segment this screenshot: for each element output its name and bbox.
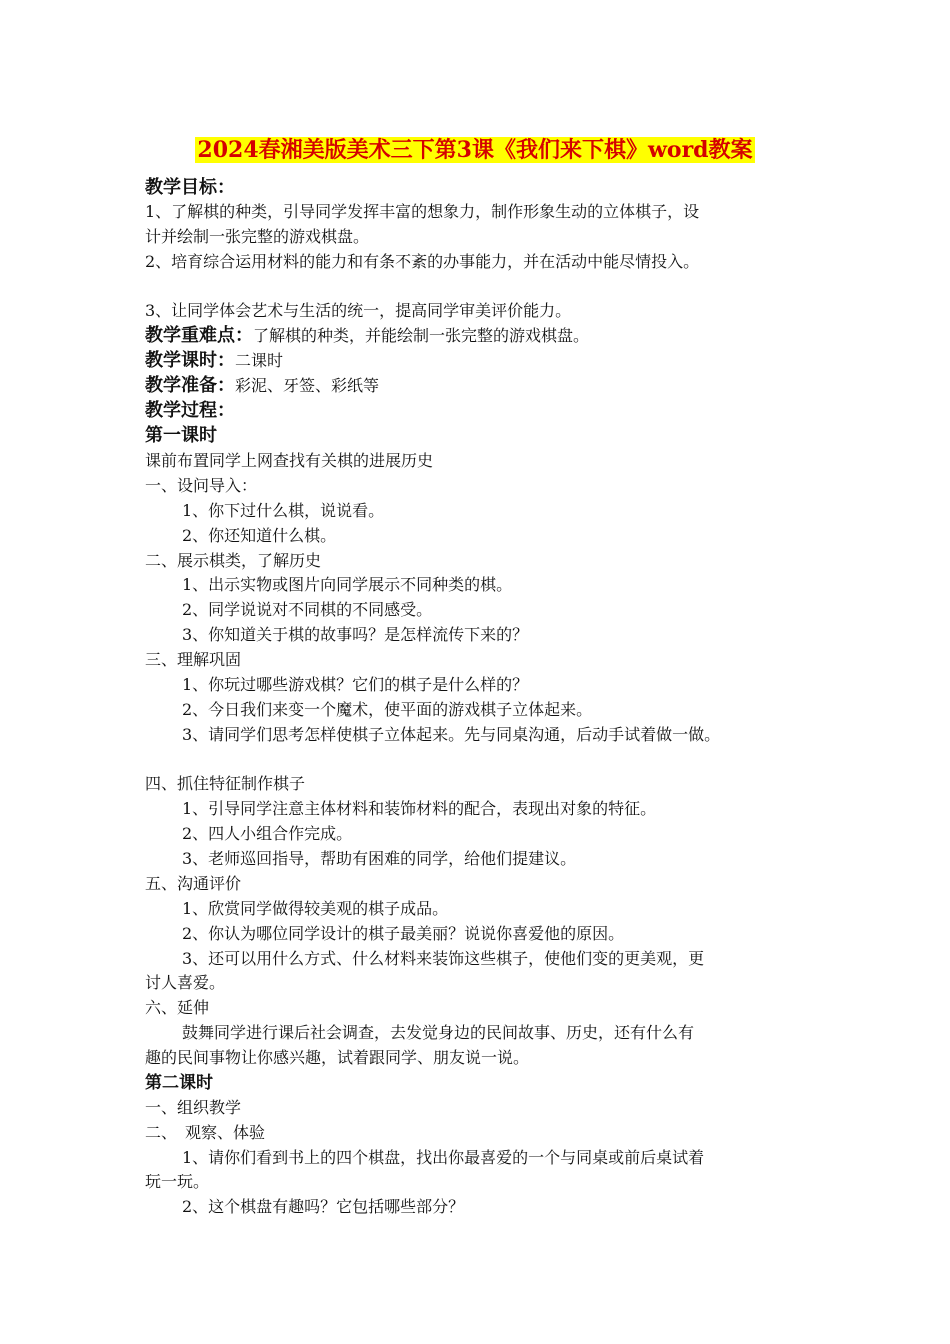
section-5-item-2: 2、你认为哪位同学设计的棋子最美丽？说说你喜爱他的原因。 xyxy=(182,924,625,943)
section-4-item-3: 3、老师巡回指导，帮助有困难的同学，给他们提建议。 xyxy=(182,849,577,868)
lesson-1-heading: 第一课时 xyxy=(145,425,217,446)
class-hours-row xyxy=(145,349,283,373)
section-4-heading: 四、抓住特征制作棋子 xyxy=(145,774,306,793)
preparation-text: 彩泥、牙签、彩纸等 xyxy=(235,376,380,395)
key-points-label: 教学重难点： xyxy=(145,325,253,346)
preparation-label: 教学准备： xyxy=(145,375,235,396)
section-1-item-2: 2、你还知道什么棋。 xyxy=(182,526,337,545)
lesson-2-item-2: 2、这个棋盘有趣吗？它包括哪些部分？ xyxy=(182,1197,465,1216)
class-hours-text: 二课时 xyxy=(235,351,284,370)
process-heading: 教学过程： xyxy=(145,400,235,421)
section-2-item-3: 3、你知道关于棋的故事吗？是怎样流传下来的？ xyxy=(182,625,529,644)
section-5-item-3-line-2: 讨人喜爱。 xyxy=(145,973,226,992)
section-6-text-line-1: 鼓舞同学进行课后社会调查，去发觉身边的民间故事、历史，还有什么有 xyxy=(182,1023,695,1042)
section-1-heading: 一、设问导入： xyxy=(145,476,258,495)
section-3-item-1: 1、你玩过哪些游戏棋？它们的棋子是什么样的？ xyxy=(182,675,529,694)
document-title: 2024春湘美版美术三下第3课《我们来下棋》word教案 xyxy=(197,137,753,163)
section-4-item-2: 2、四人小组合作完成。 xyxy=(182,824,353,843)
lesson-2-heading: 第二课时 xyxy=(145,1073,213,1093)
objective-2: 2、培育综合运用材料的能力和有条不紊的办事能力，并在活动中能尽情投入。 xyxy=(145,252,700,271)
section-3-item-3: 3、请同学们思考怎样使棋子立体起来。先与同桌沟通，后动手试着做一做。 xyxy=(182,725,721,744)
section-2-item-2: 2、同学说说对不同棋的不同感受。 xyxy=(182,600,433,619)
objectives-heading: 教学目标： xyxy=(145,177,235,198)
class-hours-label: 教学课时： xyxy=(145,350,235,371)
objective-3: 3、让同学体会艺术与生活的统一，提高同学审美评价能力。 xyxy=(145,301,572,320)
preparation-row xyxy=(145,374,379,398)
lesson-2-item-1-line-2: 玩一玩。 xyxy=(145,1172,210,1191)
key-points-row xyxy=(145,324,589,348)
objective-1-line-1: 1、了解棋的种类，引导同学发挥丰富的想象力，制作形象生动的立体棋子，设 xyxy=(145,202,700,221)
lesson-2-section-1: 一、组织教学 xyxy=(145,1098,242,1117)
section-3-heading: 三、理解巩固 xyxy=(145,650,242,669)
section-3-item-2: 2、今日我们来变一个魔术，使平面的游戏棋子立体起来。 xyxy=(182,700,593,719)
key-points-text: 了解棋的种类，并能绘制一张完整的游戏棋盘。 xyxy=(253,326,590,345)
section-4-item-1: 1、引导同学注意主体材料和装饰材料的配合，表现出对象的特征。 xyxy=(182,799,657,818)
lesson-2-item-1-line-1: 1、请你们看到书上的四个棋盘，找出你最喜爱的一个与同桌或前后桌试着 xyxy=(182,1148,705,1167)
section-2-item-1: 1、出示实物或图片向同学展示不同种类的棋。 xyxy=(182,575,513,594)
section-5-heading: 五、沟通评价 xyxy=(145,874,242,893)
lesson-2-section-2: 二、 观察、体验 xyxy=(145,1123,266,1142)
section-5-item-1: 1、欣赏同学做得较美观的棋子成品。 xyxy=(182,899,449,918)
section-2-heading: 二、展示棋类，了解历史 xyxy=(145,551,322,570)
section-1-item-1: 1、你下过什么棋，说说看。 xyxy=(182,501,385,520)
section-5-item-3-line-1: 3、还可以用什么方式、什么材料来装饰这些棋子，使他们变的更美观，更 xyxy=(182,949,705,968)
lesson-1-preparation: 课前布置同学上网查找有关棋的进展历史 xyxy=(145,451,434,470)
objective-1-line-2: 计并绘制一张完整的游戏棋盘。 xyxy=(145,227,370,246)
section-6-heading: 六、延伸 xyxy=(145,998,210,1017)
section-6-text-line-2: 趣的民间事物让你感兴趣，试着跟同学、朋友说一说。 xyxy=(145,1048,530,1067)
